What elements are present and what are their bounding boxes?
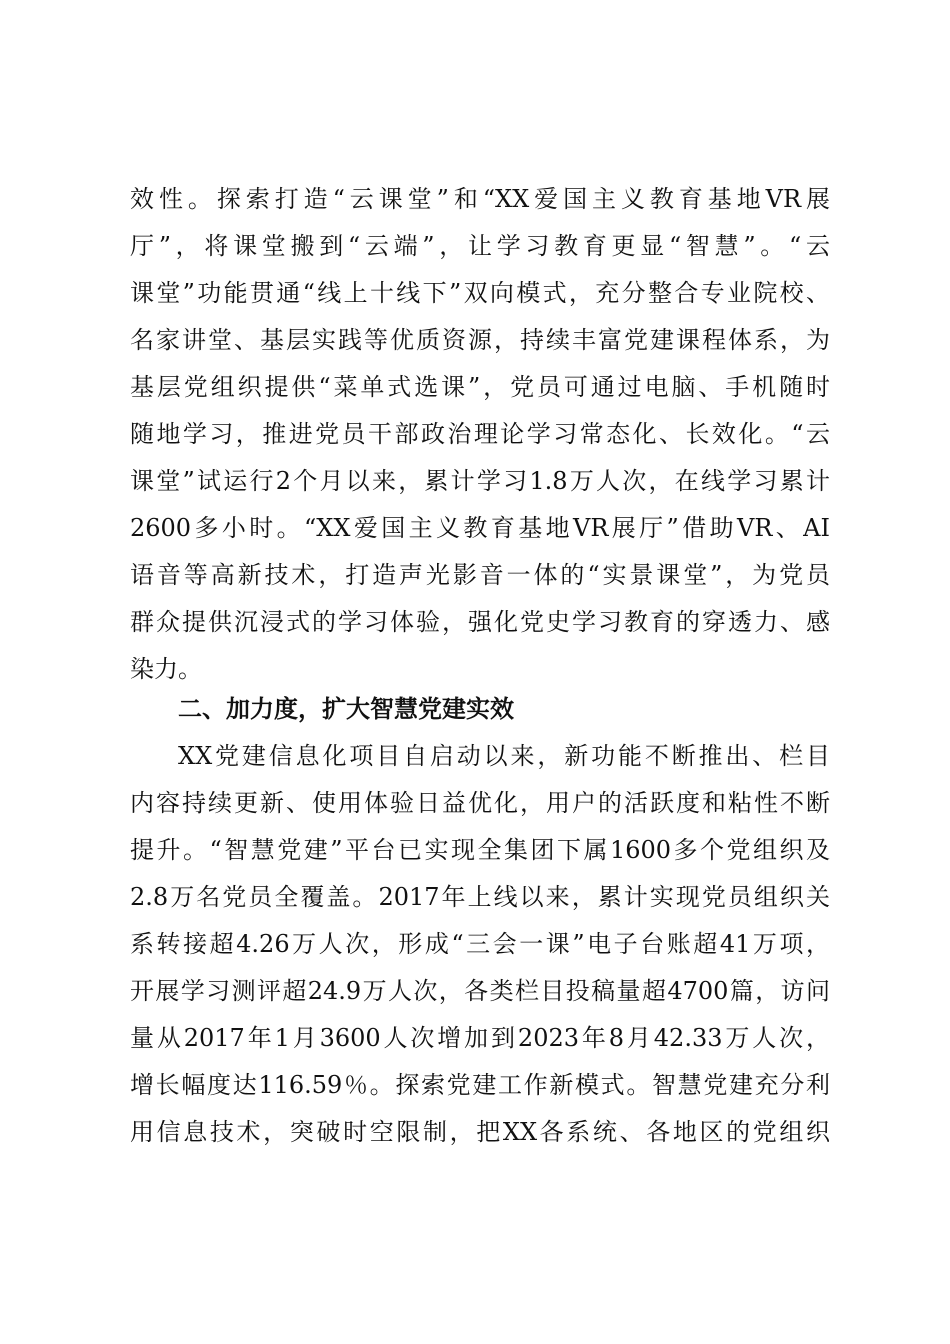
paragraph-line: 内容持续更新、使用体验日益优化，用户的活跃度和粘性不断 xyxy=(130,789,830,817)
paragraph-line: 语音等高新技术，打造声光影音一体的“实景课堂”，为党员 xyxy=(130,561,830,589)
paragraph-line: 用信息技术，突破时空限制，把XX各系统、各地区的党组织 xyxy=(130,1118,830,1146)
paragraph-line: 效性。探索打造“云课堂”和“XX爱国主义教育基地VR展 xyxy=(130,185,830,213)
paragraph-line: 群众提供沉浸式的学习体验，强化党史学习教育的穿透力、感 xyxy=(130,608,830,636)
paragraph-line: 系转接超4.26万人次，形成“三会一课”电子台账超41万项， xyxy=(130,930,830,958)
paragraph-line: 课堂”功能贯通“线上十线下”双向模式，充分整合专业院校、 xyxy=(130,279,830,307)
paragraph-2 xyxy=(130,733,830,1156)
paragraph-line: XX党建信息化项目自启动以来，新功能不断推出、栏目 xyxy=(178,742,830,770)
paragraph-line: 厅”，将课堂搬到“云端”，让学习教育更显“智慧”。“云 xyxy=(130,232,830,260)
paragraph-line: 提升。“智慧党建”平台已实现全集团下属1600多个党组织及 xyxy=(130,836,830,864)
paragraph-line: 课堂”试运行2个月以来，累计学习1.8万人次，在线学习累计 xyxy=(130,467,830,495)
paragraph-line: 基层党组织提供“菜单式选课”，党员可通过电脑、手机随时 xyxy=(130,373,830,401)
section-heading: 二、加力度，扩大智慧党建实效 xyxy=(178,695,514,723)
paragraph-line: 开展学习测评超24.9万人次，各类栏目投稿量超4700篇，访问 xyxy=(130,977,830,1005)
paragraph-line: 染力。 xyxy=(130,655,202,683)
paragraph-line: 随地学习，推进党员干部政治理论学习常态化、长效化。“云 xyxy=(130,420,830,448)
paragraph-line: 2600多小时。“XX爱国主义教育基地VR展厅”借助VR、AI xyxy=(130,514,830,542)
paragraph-line: 名家讲堂、基层实践等优质资源，持续丰富党建课程体系，为 xyxy=(130,326,830,354)
paragraph-line: 量从2017年1月3600人次增加到2023年8月42.33万人次， xyxy=(130,1024,830,1052)
paragraph-1 xyxy=(130,176,830,693)
paragraph-line: 增长幅度达116.59％。探索党建工作新模式。智慧党建充分利 xyxy=(130,1071,830,1099)
paragraph-line: 2.8万名党员全覆盖。2017年上线以来，累计实现党员组织关 xyxy=(130,883,830,911)
